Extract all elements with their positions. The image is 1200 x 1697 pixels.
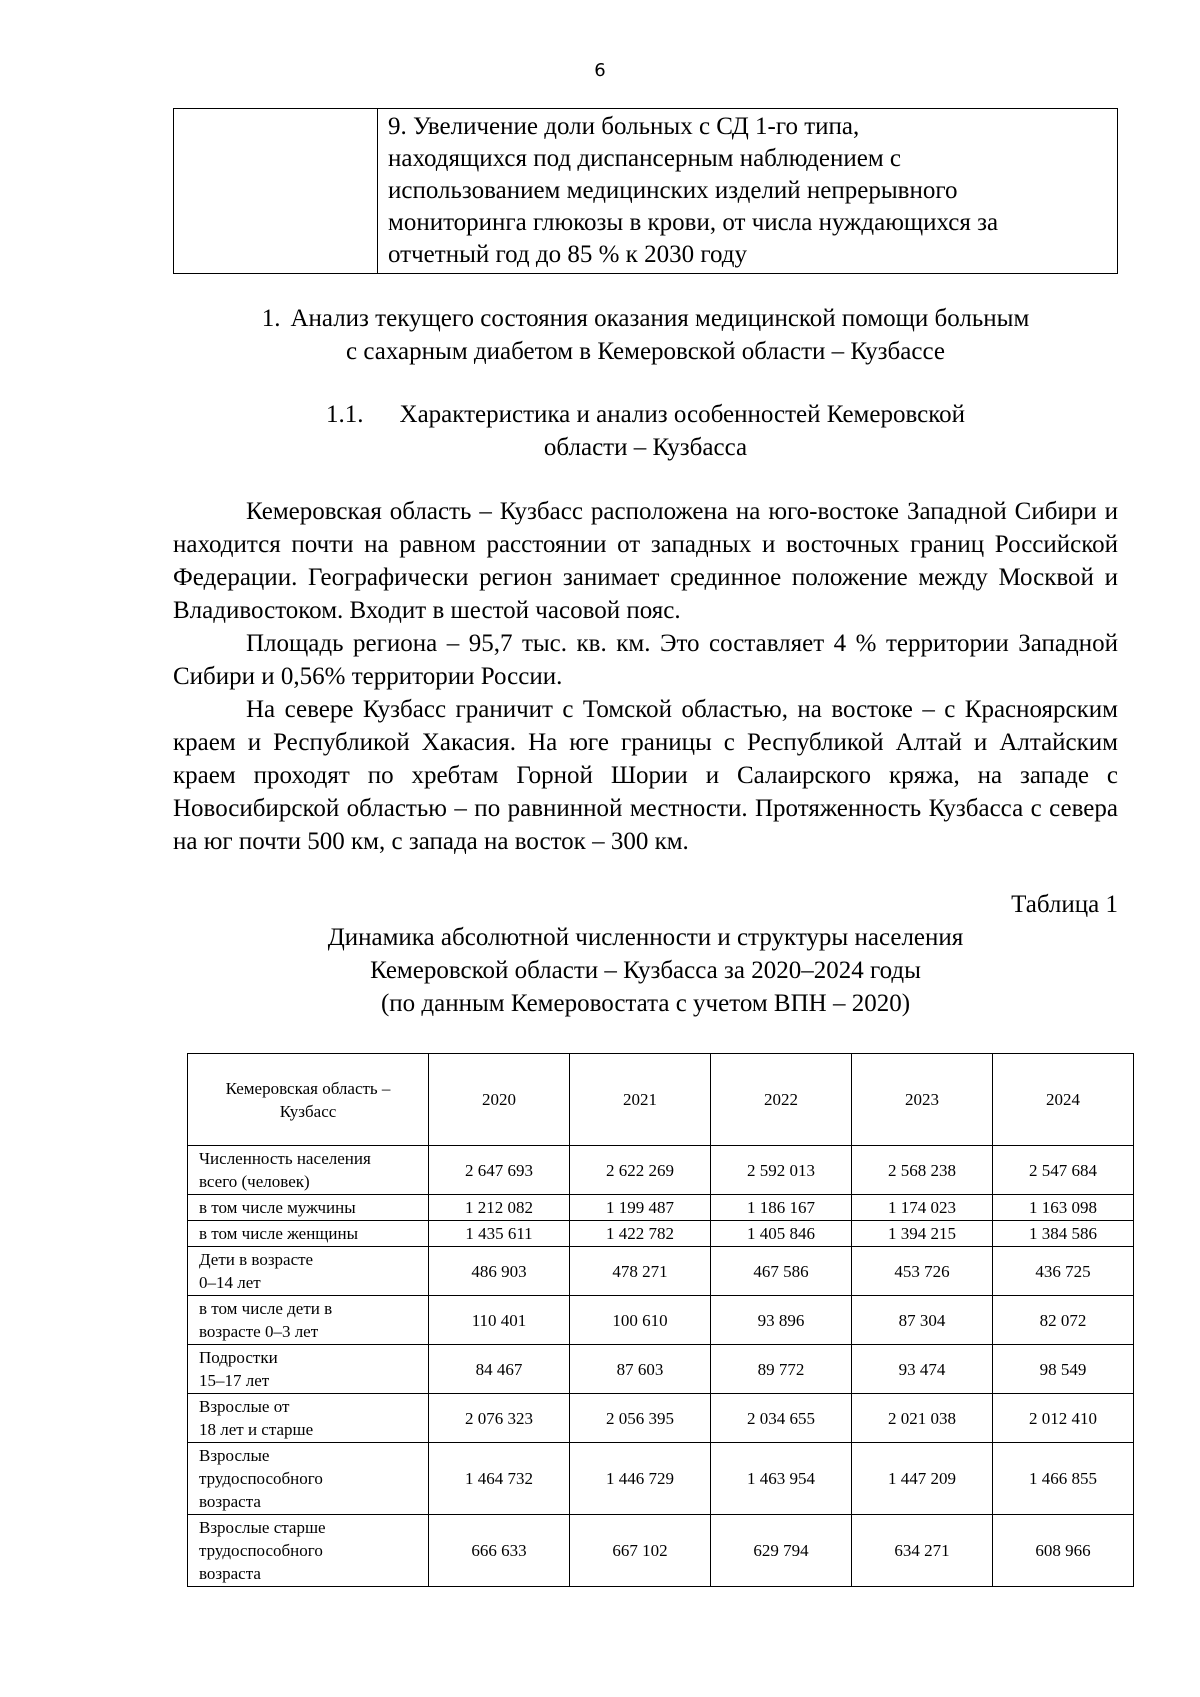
table-cell: 84 467	[429, 1345, 570, 1394]
table-cell: 2 021 038	[852, 1394, 993, 1443]
table-cell: 93 896	[711, 1296, 852, 1345]
goal-line: мониторинга глюкозы в крови, от числа нуждающихся за	[388, 209, 999, 236]
row-label-line: Дети в возрасте	[199, 1250, 314, 1269]
row-label-line: трудоспособного	[199, 1469, 323, 1488]
table-cell: 1 394 215	[852, 1221, 993, 1247]
section-heading-1	[173, 302, 1118, 368]
table-cell: 1 464 732	[429, 1443, 570, 1515]
header-line: Кемеровская область –	[225, 1078, 391, 1098]
page-number: 6	[594, 60, 606, 81]
table-cell: 110 401	[429, 1296, 570, 1345]
table-cell: 82 072	[993, 1296, 1134, 1345]
row-label	[188, 1195, 429, 1221]
header-line: Кузбасс	[279, 1101, 337, 1121]
table-label: Таблица 1	[1011, 891, 1118, 918]
table-cell: 1 447 209	[852, 1443, 993, 1515]
table-corner-header	[188, 1054, 429, 1146]
table-cell: 1 446 729	[570, 1443, 711, 1515]
table-title	[173, 921, 1118, 1020]
table-cell: 1 174 023	[852, 1195, 993, 1221]
table-cell: 1 422 782	[570, 1221, 711, 1247]
table-cell: 608 966	[993, 1515, 1134, 1587]
section-number: 1.1.	[326, 401, 364, 428]
section-title-line: Характеристика и анализ особенностей Кемеровской	[399, 401, 965, 428]
row-label-line: возраста	[199, 1492, 261, 1511]
paragraph: Кемеровская область – Кузбасс расположена на юго-востоке Западной Сибири и находится почти на равном расстоянии от западных и восточных границ Российской Федерации. Географически регион занимает срединное положение между Москвой и Владивостоком. Входит в шестой часовой пояс.	[173, 498, 1118, 624]
table-cell: 634 271	[852, 1515, 993, 1587]
table-cell: 1 435 611	[429, 1221, 570, 1247]
row-label-line: трудоспособного	[199, 1541, 323, 1560]
section-heading-1-1	[173, 398, 1118, 464]
row-label-line: Взрослые старше	[199, 1518, 326, 1537]
row-label-line: в том числе мужчины	[199, 1198, 356, 1217]
row-label	[188, 1296, 429, 1345]
table-cell: 87 603	[570, 1345, 711, 1394]
table-cell: 1 199 487	[570, 1195, 711, 1221]
row-label-line: 0–14 лет	[199, 1273, 261, 1292]
paragraph: Площадь региона – 95,7 тыс. кв. км. Это составляет 4 % территории Западной Сибири и 0,56% территории России.	[173, 630, 1118, 690]
section-title-line: области – Кузбасса	[543, 434, 748, 461]
goal-line: использованием медицинских изделий непрерывного	[388, 177, 958, 204]
goals-table	[173, 108, 1118, 274]
table-cell: 2 568 238	[852, 1146, 993, 1195]
goals-table-right-cell	[378, 109, 1118, 274]
row-label-line: 18 лет и старше	[199, 1420, 314, 1439]
population-table	[187, 1053, 1134, 1587]
section-title-line: с сахарным диабетом в Кемеровской области – Кузбассе	[346, 338, 945, 365]
table-cell: 98 549	[993, 1345, 1134, 1394]
table-cell: 87 304	[852, 1296, 993, 1345]
section-number: 1.	[261, 305, 281, 332]
year-header: 2024	[993, 1054, 1134, 1146]
table-cell: 1 186 167	[711, 1195, 852, 1221]
table-row	[174, 109, 1118, 274]
table-cell: 1 405 846	[711, 1221, 852, 1247]
table-cell: 1 384 586	[993, 1221, 1134, 1247]
row-label	[188, 1345, 429, 1394]
table-cell: 2 012 410	[993, 1394, 1134, 1443]
row-label-line: возрасте 0–3 лет	[199, 1322, 319, 1341]
row-label	[188, 1146, 429, 1195]
table-row	[188, 1296, 1134, 1345]
table-row	[188, 1247, 1134, 1296]
table-row	[188, 1221, 1134, 1247]
table-cell: 100 610	[570, 1296, 711, 1345]
table-row	[188, 1345, 1134, 1394]
goal-line: отчетный год до 85 % к 2030 году	[388, 241, 747, 268]
table-title-line: Динамика абсолютной численности и структуры населения	[327, 924, 964, 951]
row-label	[188, 1515, 429, 1587]
table-title-line: Кемеровской области – Кузбасса за 2020–2024 годы	[370, 957, 921, 984]
table-cell: 93 474	[852, 1345, 993, 1394]
table-cell: 2 647 693	[429, 1146, 570, 1195]
row-label-line: Численность населения	[199, 1149, 371, 1168]
year-header: 2020	[429, 1054, 570, 1146]
year-header: 2023	[852, 1054, 993, 1146]
row-label-line: в том числе женщины	[199, 1224, 359, 1243]
body-text	[173, 495, 1118, 858]
goal-line: 9. Увеличение доли больных с СД 1-го типа,	[388, 113, 860, 140]
paragraph: На севере Кузбасс граничит с Томской областью, на востоке – с Красноярским краем и Республикой Хакасия. На юге границы с Республикой Алтай и Алтайским краем проходят по хребтам Горной Шории и Салаирского кряжа, на западе с Новосибирской областью – по равнинной местности. Протяженность Кузбасса с севера на юг почти 500 км, с запада на восток – 300 км.	[173, 696, 1118, 855]
table-title-line: (по данным Кемеровостата с учетом ВПН – 2020)	[380, 990, 911, 1017]
row-label	[188, 1247, 429, 1296]
table-row	[188, 1515, 1134, 1587]
table-cell: 467 586	[711, 1247, 852, 1296]
table-row	[188, 1394, 1134, 1443]
row-label-line: Взрослые	[199, 1446, 270, 1465]
table-header-row	[188, 1054, 1134, 1146]
table-body	[188, 1146, 1134, 1587]
table-cell: 2 034 655	[711, 1394, 852, 1443]
table-cell: 629 794	[711, 1515, 852, 1587]
row-label	[188, 1443, 429, 1515]
row-label-line: возраста	[199, 1564, 261, 1583]
table-cell: 667 102	[570, 1515, 711, 1587]
goals-table-left-cell	[174, 109, 378, 274]
row-label-line: 15–17 лет	[199, 1371, 270, 1390]
table-cell: 478 271	[570, 1247, 711, 1296]
table-cell: 89 772	[711, 1345, 852, 1394]
row-label-line: Взрослые от	[199, 1397, 290, 1416]
row-label	[188, 1221, 429, 1247]
table-row	[188, 1146, 1134, 1195]
year-header: 2021	[570, 1054, 711, 1146]
table-row	[188, 1195, 1134, 1221]
goal-line: находящихся под диспансерным наблюдением с	[388, 145, 901, 172]
table-cell: 1 463 954	[711, 1443, 852, 1515]
row-label-line: Подростки	[199, 1348, 278, 1367]
table-cell: 436 725	[993, 1247, 1134, 1296]
table-cell: 1 212 082	[429, 1195, 570, 1221]
table-cell: 2 076 323	[429, 1394, 570, 1443]
section-title-line: Анализ текущего состояния оказания медицинской помощи больным	[290, 305, 1030, 332]
row-label-line: в том числе дети в	[199, 1299, 333, 1318]
table-cell: 1 466 855	[993, 1443, 1134, 1515]
table-cell: 666 633	[429, 1515, 570, 1587]
table-cell: 2 056 395	[570, 1394, 711, 1443]
table-cell: 2 547 684	[993, 1146, 1134, 1195]
row-label-line: всего (человек)	[199, 1172, 310, 1191]
table-cell: 2 592 013	[711, 1146, 852, 1195]
table-cell: 2 622 269	[570, 1146, 711, 1195]
table-cell: 453 726	[852, 1247, 993, 1296]
table-row	[188, 1443, 1134, 1515]
year-header: 2022	[711, 1054, 852, 1146]
table-cell: 486 903	[429, 1247, 570, 1296]
row-label	[188, 1394, 429, 1443]
table-cell: 1 163 098	[993, 1195, 1134, 1221]
